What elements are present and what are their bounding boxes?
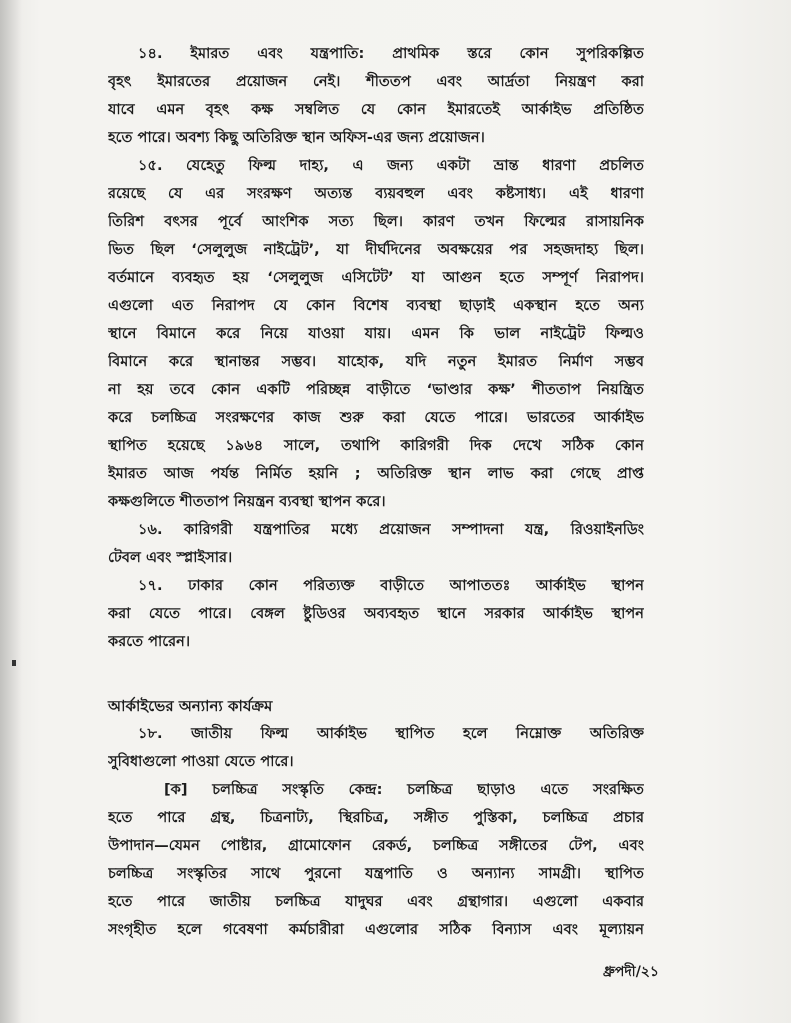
text-line: করে চলচ্চিত্র সংরক্ষণের কাজ শুরু করা যেতে পারে। ভারতের আর্কাইভ — [108, 409, 644, 426]
text-line: উপাদান—যেমন পোষ্টার, গ্রামোফোন রেকর্ড, চলচ্চিত্র সঙ্গীতের টেপ, এবং — [108, 837, 644, 854]
text-line: সংগৃহীত হলে গবেষণা কর্মচারীরা এগুলোর সঠিক বিন্যাস এবং মূল্যায়ন — [108, 921, 644, 938]
text-line: যাবে এমন বৃহৎ কক্ষ সম্বলিত যে কোন ইমারতেই আর্কাইভ প্রতিষ্ঠিত — [108, 101, 644, 118]
text-line: [ক] চলচ্চিত্র সংস্কৃতি কেন্দ্র: চলচ্চিত্র ছাড়াও এতে সংরক্ষিত — [164, 781, 644, 798]
text-line: ১৮. জাতীয় ফিল্ম আর্কাইভ স্থাপিত হলে নিম্নোক্ত অতিরিক্ত — [138, 725, 644, 742]
text-line: করা যেতে পারে। বেঙ্গল ষ্টুডিওর অব্যবহৃত স্থানে সরকার আর্কাইভ স্থাপন — [108, 605, 644, 622]
text-line: কক্ষগুলিতে শীততাপ নিয়ন্ত্রন ব্যবস্থা স্থাপন করে। — [108, 493, 386, 510]
document-body — [108, 40, 644, 944]
text-line: চলচ্চিত্র সংস্কৃতির সাথে পুরনো যন্ত্রপাতি ও অন্যান্য সামগ্রী। স্থাপিত — [108, 865, 644, 882]
text-line: বর্তমানে ব্যবহৃত হয় ‘সেলুলুজ এসিটেট’ যা আগুন হতে সম্পূর্ণ নিরাপদ। — [108, 269, 644, 286]
paragraph-ka — [108, 776, 644, 944]
text-line: বৃহৎ ইমারতের প্রয়োজন নেই। শীততপ এবং আর্দ্রতা নিয়ন্ত্রণ করা — [108, 73, 644, 90]
text-line: ১৭. ঢাকার কোন পরিত্যক্ত বাড়ীতে আপাততঃ আর্কাইভ স্থাপন — [138, 577, 644, 594]
paragraph-18 — [108, 720, 644, 776]
text-line: হতে পারে। অবশ্য কিছু অতিরিক্ত স্থান অফিস-এর জন্য প্রয়োজন। — [108, 129, 485, 146]
text-line: না হয় তবে কোন একটি পরিচ্ছন্ন বাড়ীতে ‘ভাণ্ডার কক্ষ’ শীততাপ নিয়ন্ত্রিত — [108, 381, 644, 398]
text-line: স্থাপিত হয়েছে ১৯৬৪ সালে, তথাপি কারিগরী দিক দেখে সঠিক কোন — [108, 437, 644, 454]
paragraph-16 — [108, 516, 644, 572]
text-line: টেবল এবং স্প্লাইসার। — [108, 549, 233, 566]
margin-mark — [12, 660, 16, 666]
text-line: রয়েছে যে এর সংরক্ষণ অত্যন্ত ব্যয়বহুল এবং কষ্টসাধ্য। এই ধারণা — [108, 185, 644, 202]
text-line: এগুলো এত নিরাপদ যে কোন বিশেষ ব্যবস্থা ছাড়াই একস্থান হতে অন্য — [108, 297, 644, 314]
text-line: হতে পারে জাতীয় চলচ্চিত্র যাদুঘর এবং গ্রন্থাগার। এগুলো একবার — [108, 893, 644, 910]
page-footer: ধ্রুপদী/২১ — [602, 964, 659, 980]
text-line: বিমানে করে স্থানান্তর সম্ভব। যাহোক, যদি নতুন ইমারত নির্মাণ সম্ভব — [108, 353, 644, 370]
text-line: ভিত ছিল ‘সেলুলুজ নাইট্রেট’, যা দীর্ঘদিনের অবক্ষয়ের পর সহজদাহ্য ছিল। — [108, 241, 644, 258]
text-line: ১৫. যেহেতু ফিল্ম দাহ্য, এ জন্য একটা ভ্রান্ত ধারণা প্রচলিত — [138, 157, 644, 174]
section-gap — [108, 656, 644, 692]
paragraph-15 — [108, 152, 644, 516]
text-line: ১৬. কারিগরী যন্ত্রপাতির মধ্যে প্রয়োজন সম্পাদনা যন্ত্র, রিওয়াইনডিং — [138, 521, 644, 538]
text-line: সুবিধাগুলো পাওয়া যেতে পারে। — [108, 753, 294, 770]
binding-shadow — [0, 0, 22, 1023]
text-line: করতে পারেন। — [108, 633, 191, 650]
paragraph-17 — [108, 572, 644, 656]
paragraph-14 — [108, 40, 644, 152]
text-line: স্থানে বিমানে করে নিয়ে যাওয়া যায়। এমন কি ভাল নাইট্রেট ফিল্মও — [108, 325, 644, 342]
text-line: ১৪. ইমারত এবং যন্ত্রপাতি: প্রাথমিক স্তরে কোন সুপরিকল্পিত — [138, 45, 644, 62]
text-line: তিরিশ বৎসর পূর্বে আংশিক সত্য ছিল। কারণ তখন ফিল্মের রাসায়নিক — [108, 213, 644, 230]
section-heading: আর্কাইভের অন্যান্য কার্যক্রম — [108, 697, 273, 715]
text-line: হতে পারে গ্রন্থ, চিত্রনাট্য, স্থিরচিত্র, সঙ্গীত পুস্তিকা, চলচ্চিত্র প্রচার — [108, 809, 644, 826]
text-line: ইমারত আজ পর্যন্ত নির্মিত হয়নি ; অতিরিক্ত স্থান লাভ করা গেছে প্রাপ্ত — [108, 465, 644, 482]
